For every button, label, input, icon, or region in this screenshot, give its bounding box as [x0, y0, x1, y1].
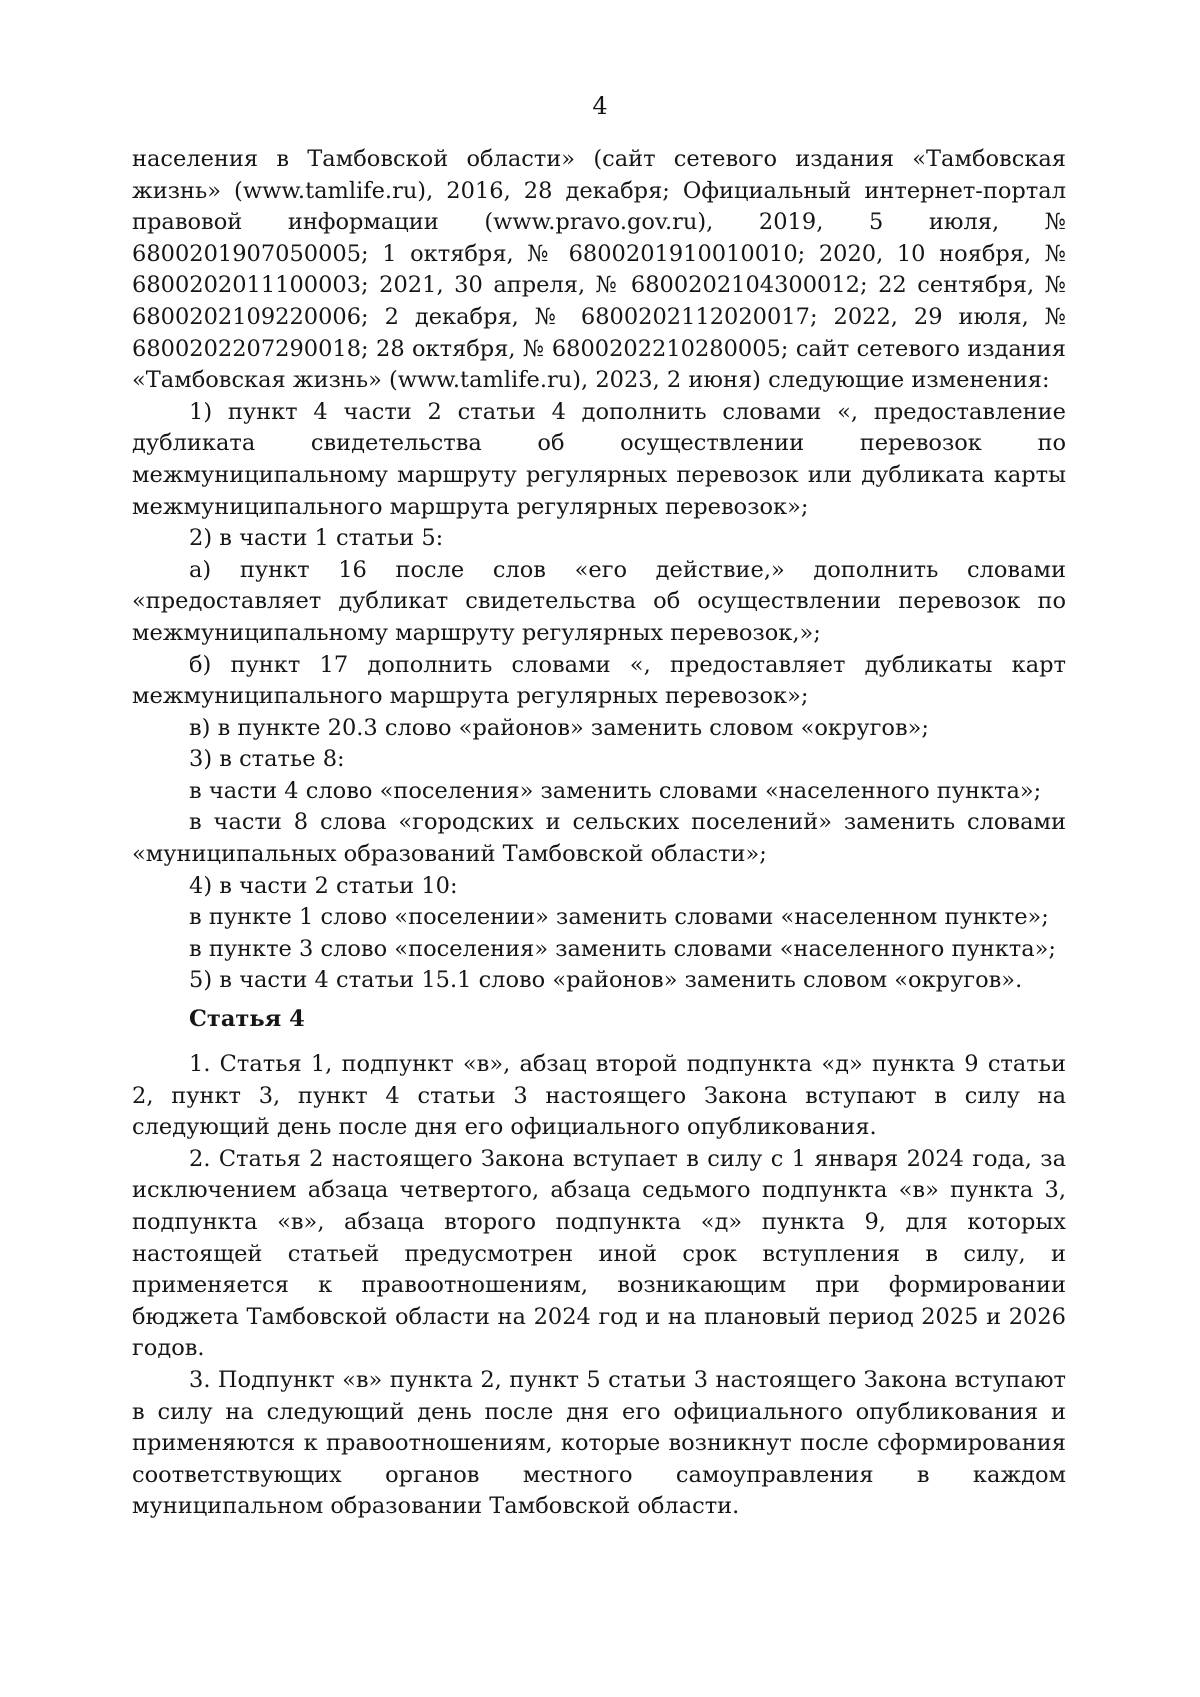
page-number: 4	[592, 92, 608, 120]
amendment-item: в) в пункте 20.3 слово «районов» заменить словом «округов»;	[189, 714, 929, 741]
article-paragraph: 2. Статья 2 настоящего Закона вступает в силу с 1 января 2024 года, за исключением абзаца четвертого, абзаца седьмого подпункта «в» пункта 3, подпункта «в», абзаца второго подпункта «д» пункта 9, для которых настоящей статьей предусмотрен иной срок вступления в силу, и применяется к правоотношениям, возникающим при формировании бюджета Тамбовской области на 2024 год и на плановый период 2025 и 2026 годов.	[132, 1145, 1066, 1362]
article-heading: Статья 4	[189, 1006, 305, 1032]
amendment-item: 4) в части 2 статьи 10:	[189, 872, 458, 899]
amendments-section	[132, 144, 1066, 997]
amendment-item: а) пункт 16 после слов «его действие,» дополнить словами «предоставляет дубликат свидетельства об осуществлении перевозок по межмуниципальному маршруту регулярных перевозок,»;	[132, 556, 1066, 646]
amendment-item: б) пункт 17 дополнить словами «, предоставляет дубликаты карт межмуниципального маршрута регулярных перевозок»;	[132, 651, 1066, 710]
amendment-item: 2) в части 1 статьи 5:	[189, 525, 444, 552]
amendment-item: 5) в части 4 статьи 15.1 слово «районов» заменить словом «округов».	[189, 967, 1023, 994]
amendment-item: в пункте 1 слово «поселении» заменить словами «населенном пункте»;	[189, 904, 1049, 931]
law-citation-paragraph: населения в Тамбовской области» (сайт сетевого издания «Тамбовская жизнь» (www.tamlife.ru), 2016, 28 декабря; Официальный интернет-портал правовой информации (www.pravo.gov.ru), 2019, 5 июля, № 6800201907050005; 1 октября, № 6800201910010010; 2020, 10 ноября, № 6800202011100003; 2021, 30 апреля, № 6800202104300012; 22 сентября, № 6800202109220006; 2 декабря, № 6800202112020017; 2022, 29 июля, № 6800202207290018; 28 октября, № 6800202210280005; сайт сетевого издания «Тамбовская жизнь» (www.tamlife.ru), 2023, 2 июня) следующие изменения:	[132, 146, 1066, 394]
amendment-item: в части 8 слова «городских и сельских поселений» заменить словами «муниципальных образований Тамбовской области»;	[132, 809, 1066, 868]
amendment-item: 3) в статье 8:	[189, 746, 345, 773]
amendment-item: в пункте 3 слово «поселения» заменить словами «населенного пункта»;	[189, 935, 1056, 962]
amendment-item: 1) пункт 4 части 2 статьи 4 дополнить словами «, предоставление дубликата свидетельства об осуществлении перевозок по межмуниципальному маршруту регулярных перевозок или дубликата карты межмуниципального маршрута регулярных перевозок»;	[132, 398, 1066, 520]
article-4-body	[132, 1049, 1066, 1523]
article-paragraph: 3. Подпункт «в» пункта 2, пункт 5 статьи 3 настоящего Закона вступают в силу на следующий день после дня его официального опубликования и применяются к правоотношениям, которые возникнут после сформирования соответствующих органов местного самоуправления в каждом муниципальном образовании Тамбовской области.	[132, 1366, 1066, 1520]
article-paragraph: 1. Статья 1, подпункт «в», абзац второй подпункта «д» пункта 9 статьи 2, пункт 3, пункт 4 статьи 3 настоящего Закона вступают в силу на следующий день после дня его официального опубликования.	[132, 1051, 1066, 1141]
amendment-item: в части 4 слово «поселения» заменить словами «населенного пункта»;	[189, 777, 1042, 804]
